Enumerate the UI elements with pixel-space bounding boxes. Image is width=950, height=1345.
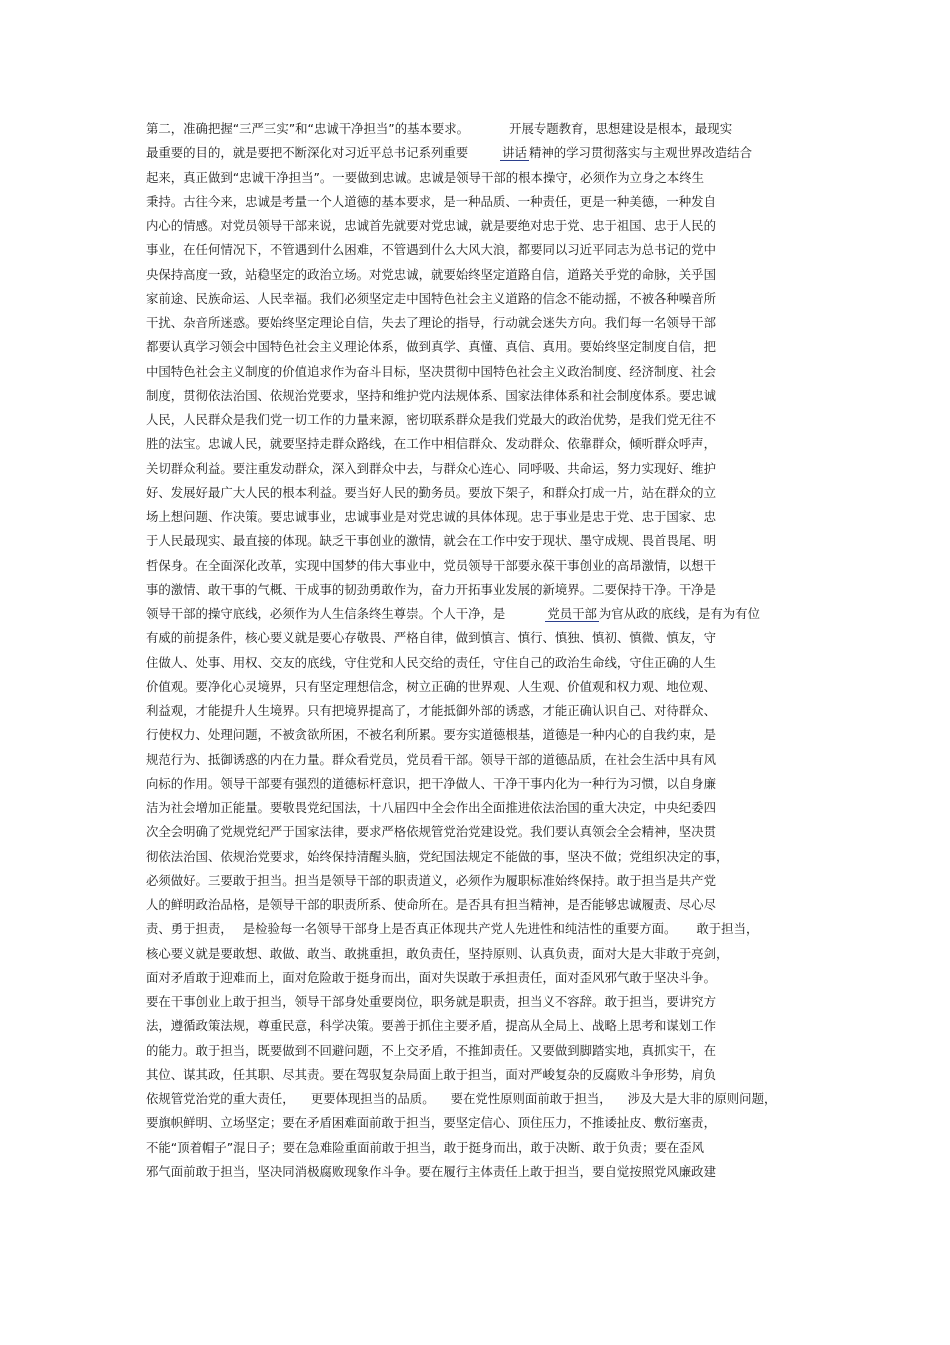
text-segment: 规范行为、抵御诱惑的内在力量。群众看党员，党员看干部。领导干部的道德品质，在社会生活中具有风 (146, 751, 716, 767)
text-line (146, 942, 806, 966)
text-segment: 价值观。要净化心灵境界，只有坚定理想信念，树立正确的世界观、人生观、价值观和权力观、地位观、 (146, 678, 716, 694)
text-segment: 核心要义就是要敢想、敢做、敢当、敢挑重担，敢负责任，坚持原则、认真负责，面对大是大非敢于亮剑， (146, 945, 729, 961)
text-line (146, 796, 806, 820)
text-line (146, 675, 806, 699)
text-segment: 于人民最现实、最直接的体现。缺乏干事创业的激情，就会在工作中安于现状、墨守成规、畏首畏尾、明 (146, 533, 716, 549)
text-line (146, 529, 806, 553)
text-line (146, 166, 806, 190)
text-line (146, 432, 806, 456)
text-segment: 次全会明确了党规党纪严于国家法律，要求严格依规管党治党建设党。我们要认真领会全会精神，坚决贯 (146, 824, 716, 840)
text-line (146, 238, 806, 262)
text-line (146, 699, 806, 723)
text-line (146, 360, 806, 384)
text-line (146, 626, 806, 650)
text-segment: 必须做好。三要敢于担当。担当是领导干部的职责道义，必须作为履职标准始终保持。敢于担当是共产党 (146, 872, 716, 888)
text-segment: 制度，贯彻依法治国、依规治党要求，坚持和维护党内法规体系、国家法律体系和社会制度体系。要忠诚 (146, 387, 716, 403)
text-segment: 场上想问题、作决策。要忠诚事业，忠诚事业是对党忠诚的具体体现。忠于事业是忠于党、忠于国家、忠 (146, 509, 716, 524)
text-line (146, 457, 806, 481)
text-line (146, 214, 806, 238)
text-line (146, 263, 806, 287)
text-segment: 责、勇于担责， (146, 921, 233, 937)
text-segment: 彻依法治国、依规治党要求，始终保持清醒头脑，党纪国法规定不能做的事，坚决不做；党组织决定的事， (146, 848, 729, 864)
text-segment: 央保持高度一致，站稳坚定的政治立场。对党忠诚，就要始终坚定道路自信，道路关乎党的命脉，关乎国 (146, 266, 716, 282)
text-line (146, 1087, 806, 1111)
text-segment: 行使权力、处理问题，不被贪欲所困，不被名利所累。要夯实道德根基，道德是一种内心的自我约束，是 (146, 727, 716, 743)
text-segment: 事业，在任何情况下，不管遇到什么困难，不管遇到什么大风大浪，都要同以习近平同志为总书记的党中 (146, 242, 716, 258)
text-segment: 干扰、杂音所迷惑。要始终坚定理论自信，失去了理论的指导，行动就会迷失方向。我们每一名领导干部 (146, 315, 716, 330)
text-segment: 邪气面前敢于担当，坚决同消极腐败现象作斗争。要在履行主体责任上敢于担当，要自觉按照党风廉政建 (146, 1163, 716, 1179)
text-segment: 更要体现担当的品质。 (310, 1091, 435, 1106)
text-segment: 人民，人民群众是我们党一切工作的力量来源，密切联系群众是我们党最大的政治优势，是我们党无往不 (146, 412, 716, 427)
text-segment: 要在党性原则面前敢于担当， (450, 1091, 612, 1106)
text-segment: 秉持。古往今来，忠诚是考量一个人道德的基本要求，是一种品质、一种责任，更是一种美德，一种发自 (146, 193, 716, 209)
text-line (146, 1063, 806, 1087)
text-segment: 事的激情、敢干事的气概、干成事的韧劲勇敢作为，奋力开拓事业发展的新境界。二要保持干净。干净是 (146, 581, 716, 597)
text-line (146, 772, 806, 796)
body-text (146, 117, 806, 1184)
text-segment: 有威的前提条件，核心要义就是要心存敬畏、严格自律，做到慎言、慎行、慎独、慎初、慎微、慎友，守 (146, 630, 716, 646)
text-line (146, 748, 806, 772)
text-segment: 敢于担当， (696, 921, 759, 937)
text-line (146, 287, 806, 311)
text-segment: 最重要的目的，就是要把不断深化对习近平总书记系列重要 (146, 145, 469, 161)
text-segment: 要在干事创业上敢于担当，领导干部身处重要岗位，职务就是职责，担当义不容辞。敢于担当，要讲究方 (146, 994, 716, 1009)
text-segment: 法，遵循政策法规，尊重民意，科学决策。要善于抓住主要矛盾，提高从全局上、战略上思考和谋划工作 (146, 1018, 716, 1034)
text-segment: 家前途、民族命运、人民幸福。我们必须坚定走中国特色社会主义道路的信念不能动摇，不被各种噪音所 (146, 290, 716, 306)
text-line (146, 578, 806, 602)
text-line (146, 311, 806, 335)
text-segment: 关切群众利益。要注重发动群众，深入到群众中去，与群众心连心、同呼吸、共命运，努力实现好、维护 (146, 460, 716, 476)
text-segment: 内心的情感。对党员领导干部来说，忠诚首先就要对党忠诚，就是要绝对忠于党、忠于祖国、忠于人民的 (146, 218, 716, 233)
text-segment: 要旗帜鲜明、立场坚定；要在矛盾困难面前敢于担当，要坚定信心、顶住压力，不推诿扯皮、敷衍塞责， (146, 1115, 716, 1131)
text-segment: 向标的作用。领导干部要有强烈的道德标杆意识，把干净做人、干净干事内化为一种行为习惯，以自身廉 (146, 775, 716, 791)
text-line (146, 384, 806, 408)
text-segment: 依规管党治党的重大责任， (146, 1091, 295, 1106)
text-segment: 的能力。敢于担当，既要做到不回避问题，不上交矛盾，不推卸责任。又要做到脚踏实地，真抓实干，在 (146, 1042, 716, 1058)
text-line (146, 1039, 806, 1063)
text-line (146, 602, 806, 626)
text-segment: 不能“顶着帽子”混日子；要在急难险重面前敢于担当，敢于挺身而出，敢于决断、敢于负责；要在歪风 (146, 1139, 705, 1155)
text-segment: 面对矛盾敢于迎难而上，面对危险敢于挺身而出，面对失误敢于承担责任，面对歪风邪气敢于坚决斗争。 (146, 969, 716, 985)
text-line (146, 1111, 806, 1135)
text-line (146, 117, 806, 141)
text-line (146, 1160, 806, 1184)
text-segment: 是检验每一名领导干部身上是否真正体现共产党人先进性和纯洁性的重要方面。 (242, 921, 677, 937)
text-line (146, 651, 806, 675)
text-segment: 开展专题教育，思想建设是根本，最现实 (509, 121, 733, 136)
text-segment: 中国特色社会主义制度的价值追求作为奋斗目标，坚决贯彻中国特色社会主义政治制度、经济制度、社会 (146, 363, 716, 379)
text-line (146, 335, 806, 359)
text-line (146, 141, 806, 165)
text-segment: 都要认真学习领会中国特色社会主义理论体系，做到真学、真懂、真信、真用。要始终坚定制度自信，把 (146, 339, 716, 355)
text-line (146, 1136, 806, 1160)
link-party-cadre[interactable]: 党员干部 (547, 606, 597, 621)
text-segment: 第二，准确把握“三严三实”和“忠诚干净担当”的基本要求。 (146, 121, 470, 136)
text-line (146, 917, 806, 941)
text-line (146, 190, 806, 214)
text-line (146, 990, 806, 1014)
text-segment: 精神的学习贯彻落实与主观世界改造结合 (528, 145, 752, 161)
text-segment: 哲保身。在全面深化改革，实现中国梦的伟大事业中，党员领导干部要永葆干事创业的高昂激情，以想干 (146, 557, 716, 573)
text-line (146, 845, 806, 869)
text-line (146, 869, 806, 893)
text-segment: 其位、谋其政，任其职、尽其责。要在驾驭复杂局面上敢于担当，面对严峻复杂的反腐败斗争形势，肩负 (146, 1066, 716, 1082)
text-segment: 洁为社会增加正能量。要敬畏党纪国法，十八届四中全会作出全面推进依法治国的重大决定，中央纪委四 (146, 800, 716, 815)
text-segment: 涉及大是大非的原则问题， (627, 1091, 777, 1106)
link-speech[interactable]: 讲话 (502, 145, 527, 161)
text-segment: 住做人、处事、用权、交友的底线，守住党和人民交给的责任，守住自己的政治生命线，守住正确的人生 (146, 654, 716, 670)
text-line (146, 893, 806, 917)
text-line (146, 723, 806, 747)
text-line (146, 554, 806, 578)
text-line (146, 1014, 806, 1038)
text-segment: 为官从政的底线，是有为有位 (598, 606, 760, 621)
text-segment: 领导干部的操守底线，必须作为人生信条终生尊崇。个人干净，是 (146, 606, 506, 621)
text-segment: 起来，真正做到“忠诚干净担当”。一要做到忠诚。忠诚是领导干部的根本操守，必须作为立身之本终生 (146, 169, 705, 185)
text-line (146, 820, 806, 844)
text-line (146, 505, 806, 529)
text-line (146, 481, 806, 505)
text-segment: 人的鲜明政治品格，是领导干部的职责所系、使命所在。是否具有担当精神，是否能够忠诚履责、尽心尽 (146, 897, 716, 912)
text-line (146, 966, 806, 990)
text-segment: 好、发展好最广大人民的根本利益。要当好人民的勤务员。要放下架子，和群众打成一片，站在群众的立 (146, 484, 716, 500)
text-segment: 胜的法宝。忠诚人民，就要坚持走群众路线，在工作中相信群众、发动群众、依靠群众，倾听群众呼声， (146, 436, 716, 452)
text-segment: 利益观，才能提升人生境界。只有把境界提高了，才能抵御外部的诱惑，才能正确认识自己、对待群众、 (146, 703, 716, 718)
text-line (146, 408, 806, 432)
